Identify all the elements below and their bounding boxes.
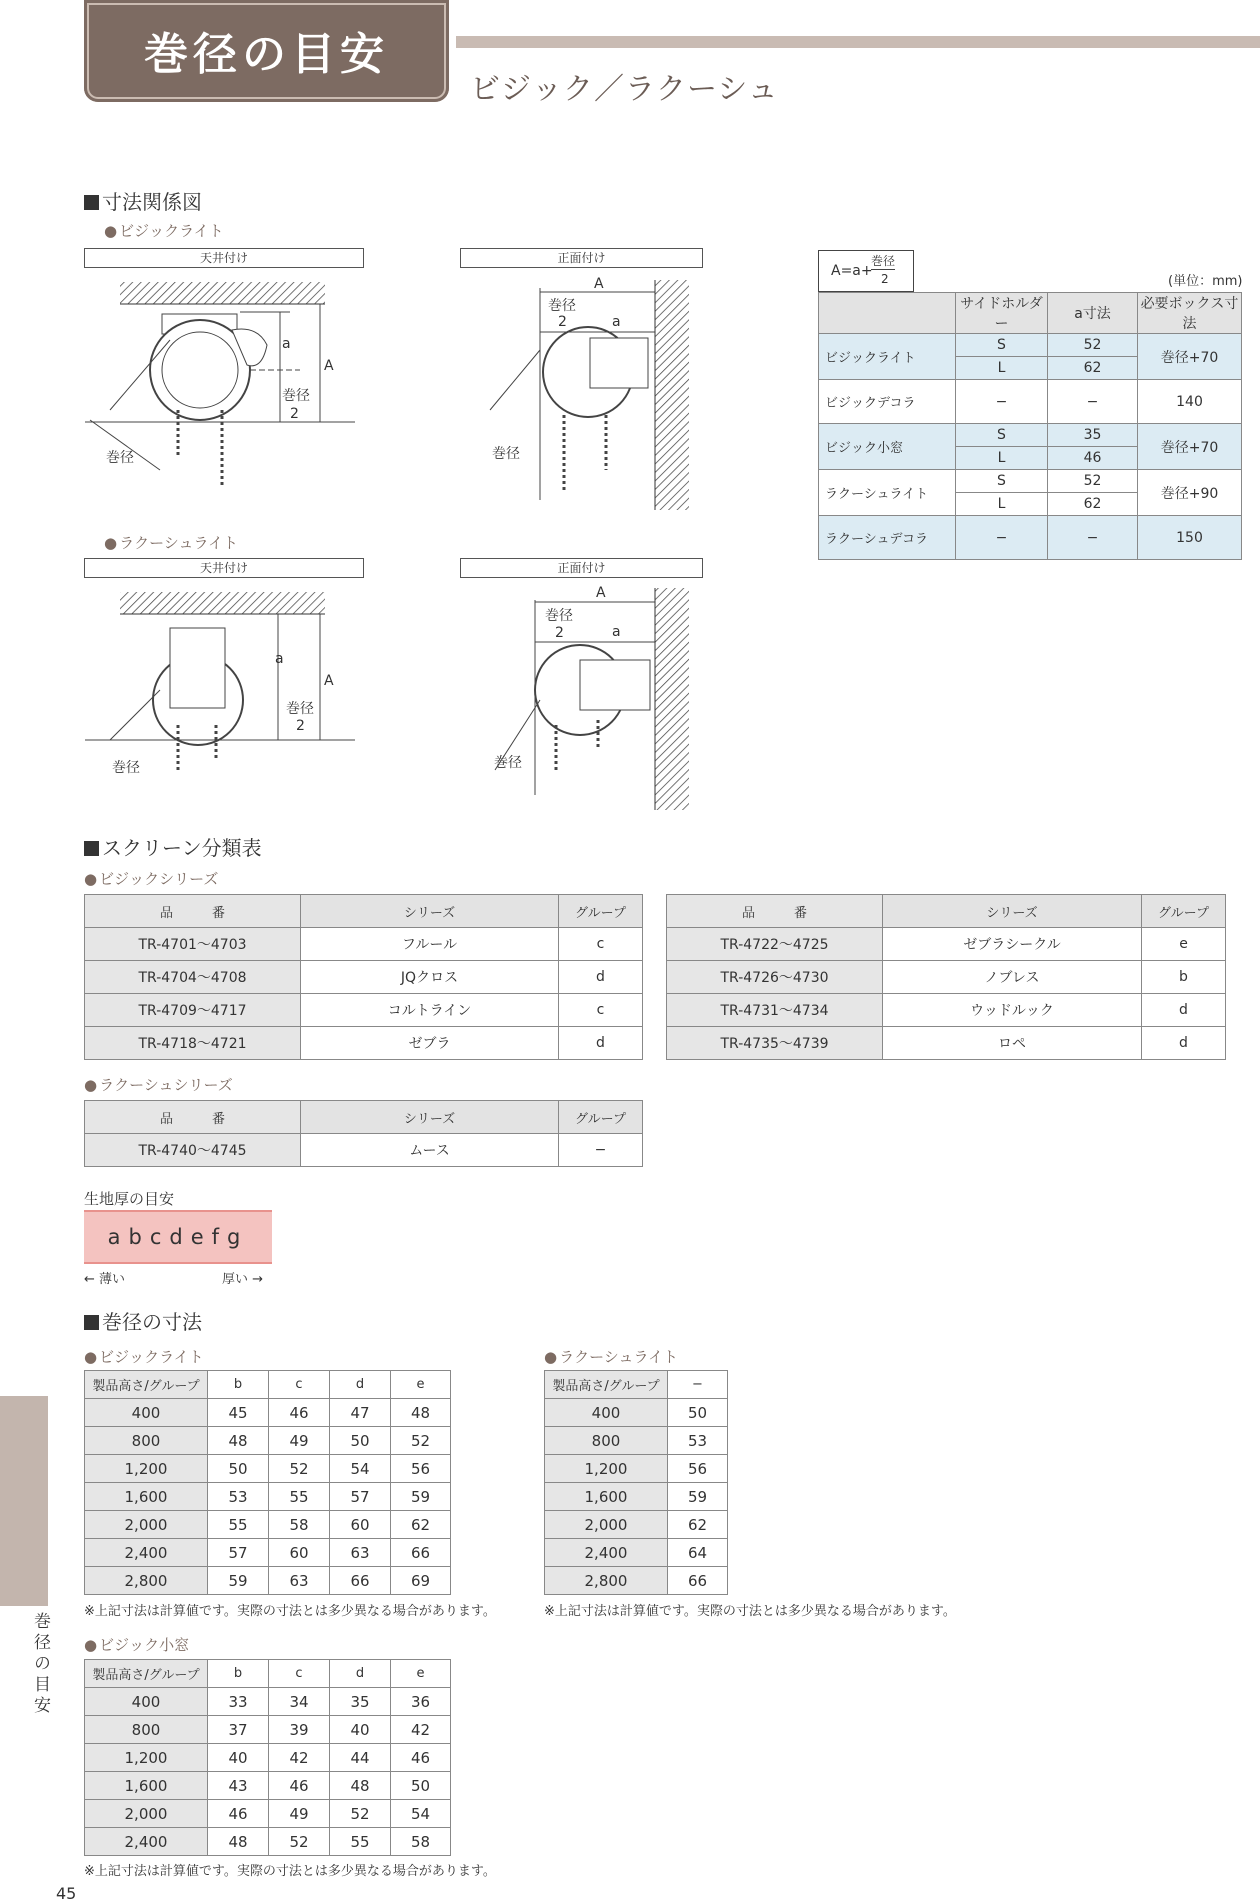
table-cell: コルトライン [301,994,559,1027]
table-cell: 66 [330,1567,391,1595]
box-cell: 150 [1138,516,1242,560]
raqoush-light-dims-table [544,1370,728,1595]
table-cell: フルール [301,928,559,961]
table-cell: 46 [391,1744,451,1772]
table-cell: 1,200 [85,1744,208,1772]
svg-text:A: A [324,673,334,689]
box-cell: 52 [1048,470,1138,493]
table-cell: − [559,1134,643,1167]
table-cell: 52 [269,1828,330,1856]
table-cell: 1,600 [545,1483,668,1511]
table-cell: 55 [269,1483,330,1511]
box-cell: 巻径+70 [1138,424,1242,470]
col-header: 品 番 [667,895,883,928]
table-cell: TR-4731〜4734 [667,994,883,1027]
table-cell: 64 [668,1539,728,1567]
table-cell: 42 [269,1744,330,1772]
table-cell: 50 [668,1399,728,1427]
table-cell: 46 [208,1800,269,1828]
table-cell: ロペ [883,1027,1142,1060]
table-cell: 48 [208,1427,269,1455]
label-front-1: 正面付け [460,248,703,268]
section-title-roll-diameter: 巻径の寸法 [84,1306,202,1335]
formula-numerator: 巻径 [871,254,896,268]
col-header: c [269,1371,330,1399]
box-cell: 62 [1048,493,1138,516]
box-cell: 62 [1048,357,1138,380]
table-cell: 66 [668,1567,728,1595]
table-cell: 800 [545,1427,668,1455]
box-cell: S [956,334,1048,357]
svg-text:A: A [324,358,334,374]
col-header: − [668,1371,728,1399]
svg-text:A: A [594,276,604,292]
table-cell: 69 [391,1567,451,1595]
box-row-name: ビジックデコラ [819,380,956,424]
table-cell: 2,400 [85,1828,208,1856]
visic-series-table-left [84,894,643,1060]
subsection-visic-small: ● ビジック小窓 [84,1634,189,1655]
box-header-box: 必要ボックス寸法 [1138,293,1242,334]
table-cell: 2,000 [85,1511,208,1539]
box-header-a: a寸法 [1048,293,1138,334]
table-cell: 48 [330,1772,391,1800]
box-cell: S [956,424,1048,447]
table-cell: 400 [85,1399,208,1427]
col-header: シリーズ [301,1101,559,1134]
col-header: グループ [1142,895,1226,928]
svg-text:巻径: 巻径 [282,388,310,404]
table-cell: 63 [330,1539,391,1567]
svg-text:2: 2 [555,625,564,641]
dimension-diagrams [0,270,720,810]
table-cell: 1,200 [85,1455,208,1483]
table-cell: 800 [85,1427,208,1455]
table-cell: TR-4718〜4721 [85,1027,301,1060]
page-subtitle: ビジック／ラクーシュ [470,72,779,107]
table-cell: 49 [269,1800,330,1828]
table-cell: 46 [269,1399,330,1427]
table-cell: 52 [269,1455,330,1483]
table-cell: ゼブラシークル [883,928,1142,961]
box-cell: L [956,447,1048,470]
table-cell: 59 [391,1483,451,1511]
box-row-name: ビジックライト [819,334,956,380]
col-header: e [391,1660,451,1688]
diagram-visic-front [490,276,689,510]
col-header: シリーズ [883,895,1142,928]
table-cell: 800 [85,1716,208,1744]
table-cell: 39 [269,1716,330,1744]
table-cell: 57 [208,1539,269,1567]
table-cell: 34 [269,1688,330,1716]
table-cell: TR-4701〜4703 [85,928,301,961]
table-cell: 59 [208,1567,269,1595]
table-cell: d [559,1027,643,1060]
table-cell: 48 [391,1399,451,1427]
table-cell: 42 [391,1716,451,1744]
table-cell: 53 [208,1483,269,1511]
note-visic-small: ※上記寸法は計算値です。実際の寸法とは多少異なる場合があります。 [84,1864,496,1879]
section-title-dimensions: 寸法関係図 [84,186,202,215]
note-raqoush-light: ※上記寸法は計算値です。実際の寸法とは多少異なる場合があります。 [544,1604,956,1619]
box-cell: 140 [1138,380,1242,424]
table-cell: TR-4726〜4730 [667,961,883,994]
diagram-visic-ceiling [85,282,355,485]
table-cell: 2,800 [85,1567,208,1595]
col-header: b [208,1660,269,1688]
table-cell: 62 [668,1511,728,1539]
top-bar [456,36,1260,48]
subsection-raqoush-series: ● ラクーシュシリーズ [84,1074,233,1095]
table-cell: 35 [330,1688,391,1716]
table-cell: d [559,961,643,994]
table-cell: JQクロス [301,961,559,994]
col-header: b [208,1371,269,1399]
table-cell: 33 [208,1688,269,1716]
thickness-scale: abcdefg [84,1210,272,1264]
table-cell: 63 [269,1567,330,1595]
visic-series-table-right [666,894,1226,1060]
svg-text:巻径: 巻径 [492,446,520,462]
table-cell: 40 [330,1716,391,1744]
table-cell: 66 [391,1539,451,1567]
box-cell: L [956,357,1048,380]
subsection-visic-light-dims: ● ビジックライト [84,1346,204,1367]
col-header: 製品高さ/グループ [85,1660,208,1688]
table-cell: 44 [330,1744,391,1772]
svg-text:巻径: 巻径 [545,608,573,624]
svg-text:2: 2 [296,718,305,734]
box-cell: 巻径+90 [1138,470,1242,516]
table-cell: TR-4740〜4745 [85,1134,301,1167]
table-cell: TR-4735〜4739 [667,1027,883,1060]
col-header: 品 番 [85,895,301,928]
table-cell: 50 [391,1772,451,1800]
table-cell: 46 [269,1772,330,1800]
table-cell: 2,000 [85,1800,208,1828]
table-cell: 400 [545,1399,668,1427]
section-title-screen-classification: スクリーン分類表 [84,832,262,861]
table-cell: d [1142,994,1226,1027]
table-cell: e [1142,928,1226,961]
table-cell: 37 [208,1716,269,1744]
subsection-visic-series: ● ビジックシリーズ [84,868,218,889]
table-cell: c [559,928,643,961]
table-cell: 59 [668,1483,728,1511]
box-cell: S [956,470,1048,493]
box-cell: 52 [1048,334,1138,357]
table-cell: 52 [330,1800,391,1828]
col-header: グループ [559,1101,643,1134]
side-tab [0,1396,48,1606]
box-header-holder: サイドホルダー [956,293,1048,334]
svg-text:a: a [612,624,621,640]
svg-text:巻径: 巻径 [106,450,134,466]
label-front-2: 正面付け [460,558,703,578]
page-title: 巻径の目安 [144,29,389,80]
box-cell: L [956,493,1048,516]
table-cell: TR-4704〜4708 [85,961,301,994]
label-ceiling-2: 天井付け [84,558,364,578]
side-tab-label: 巻径の目安 [30,1612,50,1717]
table-cell: 50 [330,1427,391,1455]
thick-label: 厚い → [222,1272,264,1287]
table-cell: ゼブラ [301,1027,559,1060]
table-cell: 62 [391,1511,451,1539]
title-box [84,0,449,102]
table-cell: 2,400 [545,1539,668,1567]
table-cell: 1,600 [85,1483,208,1511]
raqoush-series-table [84,1100,643,1167]
svg-text:巻径: 巻径 [286,701,314,717]
subsection-raqoush-light-dims: ● ラクーシュライト [544,1346,678,1367]
table-cell: ノブレス [883,961,1142,994]
box-dimension-table [818,292,1242,560]
visic-small-dims-table [84,1659,451,1856]
table-cell: 400 [85,1688,208,1716]
col-header: c [269,1660,330,1688]
table-cell: 1,600 [85,1772,208,1800]
table-cell: 45 [208,1399,269,1427]
svg-text:a: a [275,651,284,667]
col-header: 製品高さ/グループ [85,1371,208,1399]
visic-light-dims-table [84,1370,451,1595]
table-cell: 36 [391,1688,451,1716]
subsection-raqoush-light: ● ラクーシュライト [104,532,238,553]
table-cell: 49 [269,1427,330,1455]
table-cell: 1,200 [545,1455,668,1483]
table-cell: 54 [391,1800,451,1828]
svg-text:巻径: 巻径 [494,755,522,771]
unit-label: (単位：mm) [1168,274,1243,289]
col-header: 製品高さ/グループ [545,1371,668,1399]
box-cell: 35 [1048,424,1138,447]
table-cell: 43 [208,1772,269,1800]
box-cell: − [1048,380,1138,424]
table-cell: 57 [330,1483,391,1511]
table-cell: 60 [330,1511,391,1539]
svg-text:2: 2 [290,406,299,422]
subsection-visic-light: ● ビジックライト [104,220,224,241]
svg-text:巻径: 巻径 [112,760,140,776]
box-header-empty [819,293,956,334]
table-cell: TR-4709〜4717 [85,994,301,1027]
svg-text:a: a [282,336,291,352]
col-header: d [330,1660,391,1688]
thickness-title: 生地厚の目安 [84,1190,175,1208]
table-cell: 48 [208,1828,269,1856]
table-cell: 2,400 [85,1539,208,1567]
label-ceiling-1: 天井付け [84,248,364,268]
box-cell: 46 [1048,447,1138,470]
table-cell: ムース [301,1134,559,1167]
table-cell: 2,000 [545,1511,668,1539]
table-cell: b [1142,961,1226,994]
table-cell: 50 [208,1455,269,1483]
formula-box [818,250,914,292]
box-cell: − [1048,516,1138,560]
box-row-name: ビジック小窓 [819,424,956,470]
box-row-name: ラクーシュデコラ [819,516,956,560]
table-cell: ウッドルック [883,994,1142,1027]
table-cell: 40 [208,1744,269,1772]
svg-text:A: A [596,585,606,601]
col-header: e [391,1371,451,1399]
table-cell: c [559,994,643,1027]
table-cell: 55 [208,1511,269,1539]
col-header: グループ [559,895,643,928]
box-cell: − [956,516,1048,560]
table-cell: 58 [391,1828,451,1856]
col-header: 品 番 [85,1101,301,1134]
table-cell: 52 [391,1427,451,1455]
svg-text:2: 2 [558,314,567,330]
table-cell: d [1142,1027,1226,1060]
table-cell: 54 [330,1455,391,1483]
note-visic-light: ※上記寸法は計算値です。実際の寸法とは多少異なる場合があります。 [84,1604,496,1619]
diagram-raqoush-front [494,585,689,810]
formula-denominator: 2 [881,272,889,286]
table-cell: TR-4722〜4725 [667,928,883,961]
table-cell: 55 [330,1828,391,1856]
table-cell: 58 [269,1511,330,1539]
svg-text:巻径: 巻径 [548,298,576,314]
table-cell: 60 [269,1539,330,1567]
table-cell: 2,800 [545,1567,668,1595]
thin-label: ← 薄い [84,1272,126,1287]
box-cell: 巻径+70 [1138,334,1242,380]
page-number: 45 [56,1884,77,1903]
svg-text:a: a [612,314,621,330]
diagram-raqoush-ceiling [85,592,355,776]
box-row-name: ラクーシュライト [819,470,956,516]
formula-lhs: A=a+ [831,263,873,279]
table-cell: 56 [391,1455,451,1483]
col-header: シリーズ [301,895,559,928]
table-cell: 56 [668,1455,728,1483]
table-cell: 47 [330,1399,391,1427]
box-cell: − [956,380,1048,424]
table-cell: 53 [668,1427,728,1455]
col-header: d [330,1371,391,1399]
